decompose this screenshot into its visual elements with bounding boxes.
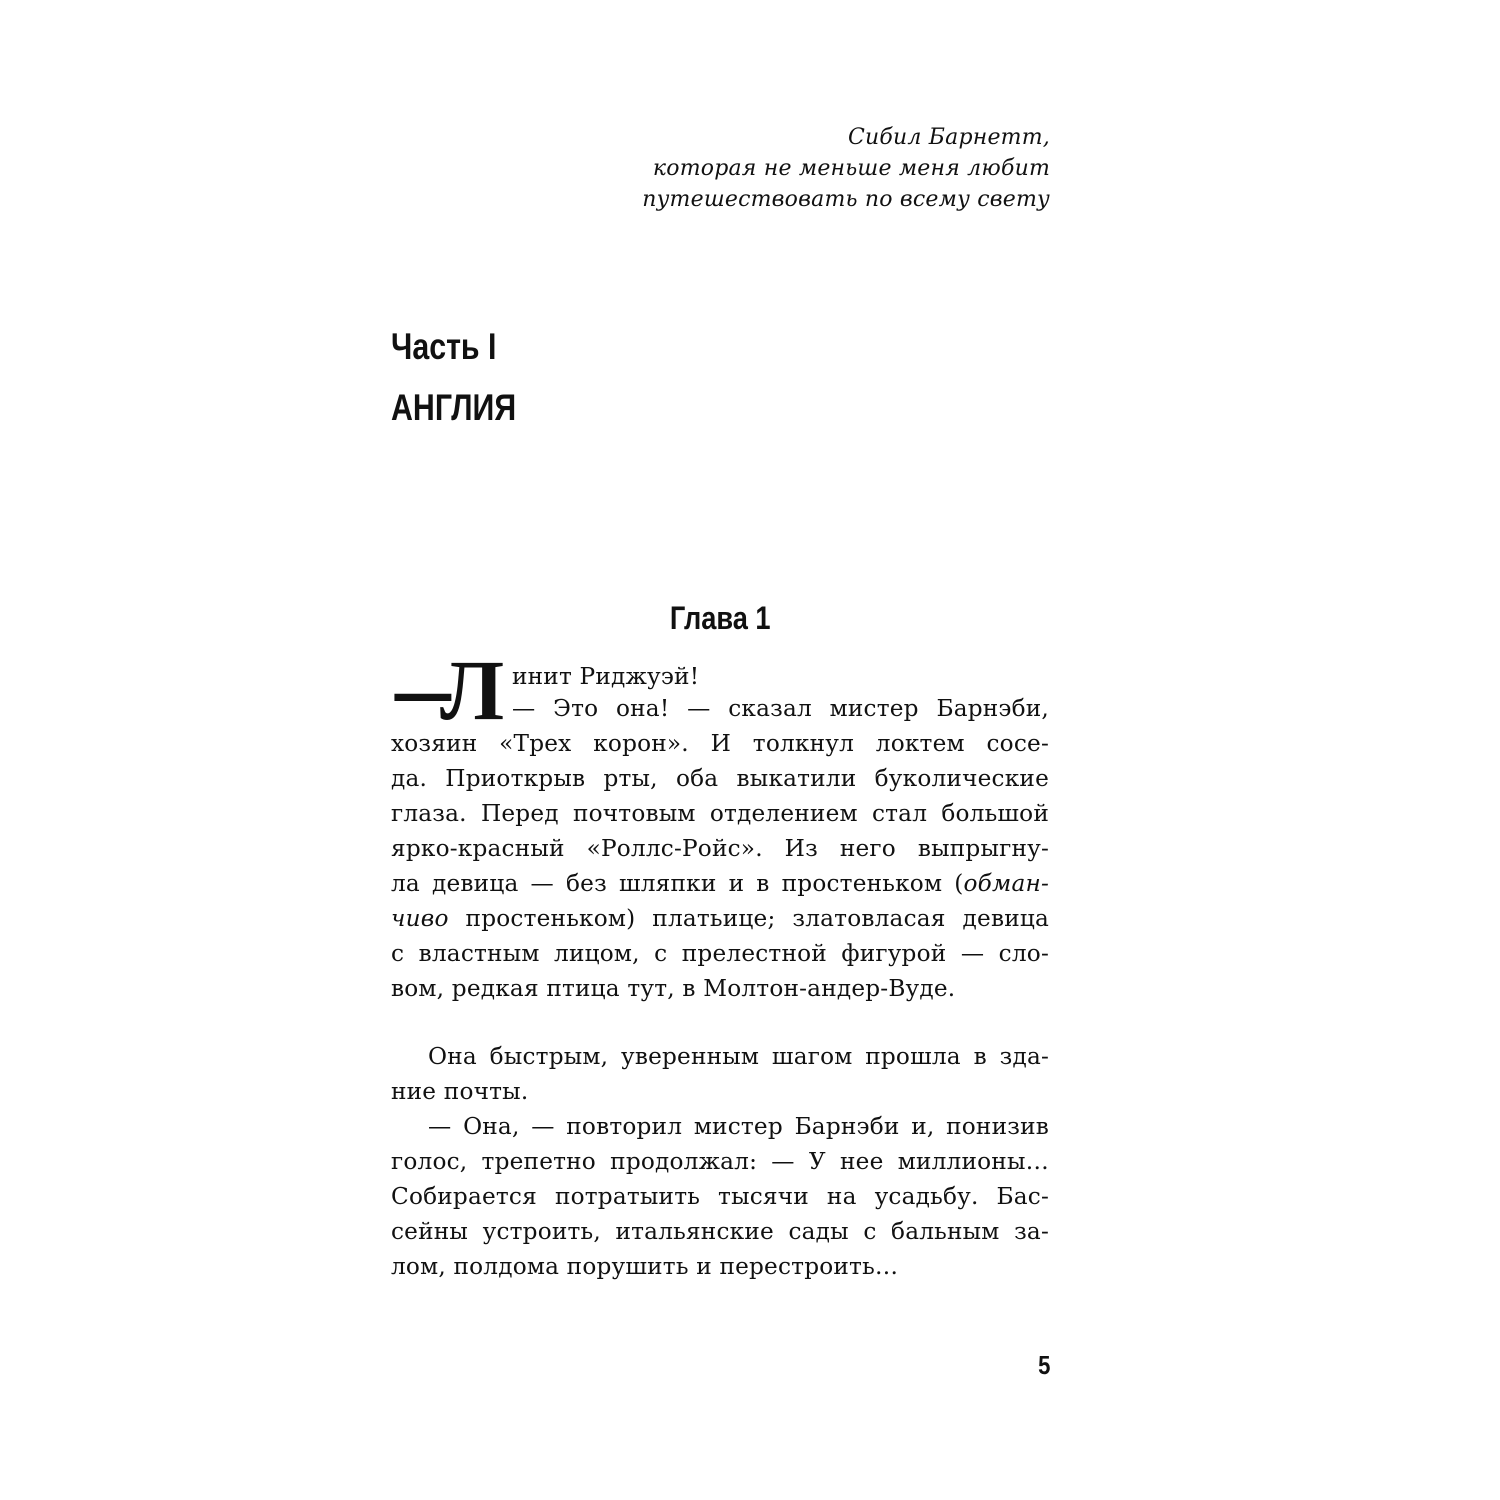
text-line: — Это она! — сказал мистер Барнэби, [512, 695, 1049, 722]
text-line: ние почты. [391, 1078, 529, 1105]
text-line: лом, полдома порушить и перестроить… [391, 1253, 899, 1280]
text-line: — Она, — повторил мистер Барнэби и, понизив [428, 1113, 1049, 1140]
text-segment: ла девица — без шляпки и в простеньком ( [391, 870, 964, 897]
italic-segment: обман- [963, 870, 1049, 897]
text-line: инит Риджуэй! [512, 663, 700, 690]
text-line: глаза. Перед почтовым отделением стал большой [391, 800, 1049, 827]
dedication [550, 122, 1050, 215]
text-line: голос, трепетно продолжал: — У нее миллионы… [391, 1148, 1049, 1175]
text-line: да. Приоткрыв рты, оба выкатили буколические [391, 765, 1049, 792]
part-name: АНГЛИЯ [391, 387, 517, 428]
chapter-title-text: Глава 1 [669, 600, 771, 636]
dropcap-letter: Л [440, 642, 505, 738]
text-segment: простеньком) платьице; златовласая девица [448, 905, 1049, 932]
page-number [1000, 1350, 1050, 1381]
dedication-line: Сибил Барнетт, [848, 125, 1050, 150]
page-number-text: 5 [1037, 1350, 1050, 1380]
text-line: Она быстрым, уверенным шагом прошла в зда- [428, 1043, 1049, 1070]
italic-segment: чиво [391, 905, 449, 932]
dropcap-dash: — [391, 659, 455, 727]
text-line [391, 904, 1049, 934]
text-line: вом, редкая птица тут, в Молтон-андер-Вуде. [391, 975, 956, 1002]
text-line: ярко-красный «Роллс-Ройс». Из него выпрыгну- [391, 835, 1049, 862]
part-title: Часть I [391, 326, 497, 367]
dedication-line: путешествовать по всему свету [642, 187, 1050, 212]
text-line: хозяин «Трех корон». И толкнул локтем сосе- [391, 730, 1049, 757]
text-line: с властным лицом, с прелестной фигурой — сло- [391, 940, 1049, 967]
dedication-line: которая не меньше меня любит [652, 156, 1050, 181]
text-line: сейны устроить, итальянские сады с бальным за- [391, 1218, 1049, 1245]
text-line [391, 869, 1049, 899]
text-line: Собирается потратыить тысячи на усадьбу. Бас- [391, 1183, 1049, 1210]
chapter-title [391, 600, 1049, 637]
